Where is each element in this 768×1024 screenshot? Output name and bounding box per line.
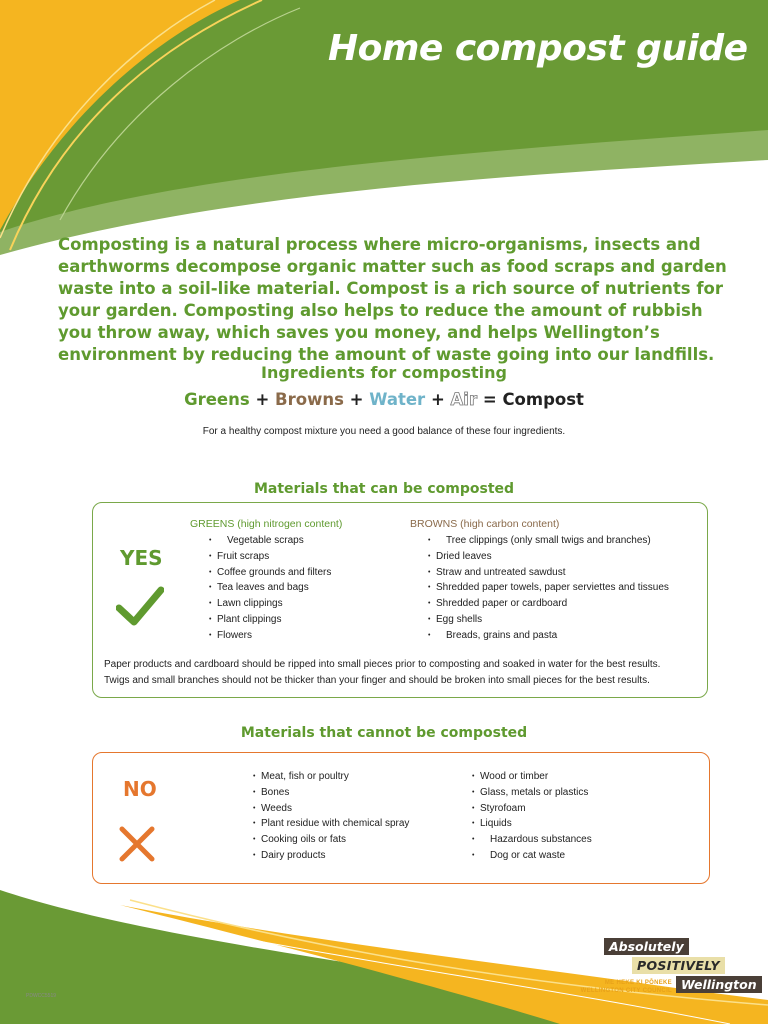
can-compost-heading: Materials that can be composted xyxy=(253,481,515,497)
ingredients-note: For a healthy compost mixture you need a good balance of these four ingredients. xyxy=(202,426,566,437)
list-item: • Dried leaves xyxy=(428,549,669,565)
eq-compost: Compost xyxy=(502,390,584,409)
list-item: • Weeds xyxy=(253,801,409,817)
list-item: • Tea leaves and bags xyxy=(209,580,331,596)
list-item: • Dog or cat waste xyxy=(472,848,592,864)
cannot-compost-heading: Materials that cannot be composted xyxy=(240,725,528,741)
eq-plus: + xyxy=(255,390,270,409)
list-item: • Shredded paper or cardboard xyxy=(428,596,669,612)
wellington-logo xyxy=(580,938,766,1002)
eq-water: Water xyxy=(369,390,426,409)
greens-desc: (high nitrogen content) xyxy=(237,518,343,530)
page-title: Home compost guide xyxy=(328,28,748,69)
list-item: • Flowers xyxy=(209,628,331,644)
greens-column-heading xyxy=(190,518,342,530)
list-item: • Meat, fish or poultry xyxy=(253,769,409,785)
eq-plus: + xyxy=(430,390,445,409)
list-item: • Shredded paper towels, paper serviettes and tissues xyxy=(428,580,669,596)
list-item: • Breads, grains and pasta xyxy=(428,628,669,644)
logo-line-3: Wellington xyxy=(676,976,762,993)
ingredients-equation xyxy=(0,390,768,409)
eq-browns: Browns xyxy=(275,390,344,409)
logo-maori-text: ME HEKE KI PŌNEKE xyxy=(604,980,672,986)
list-item: • Hazardous substances xyxy=(472,832,592,848)
browns-list xyxy=(428,533,669,644)
list-item: • Lawn clippings xyxy=(209,596,331,612)
list-item: • Cooking oils or fats xyxy=(253,832,409,848)
twigs-note: Twigs and small branches should not be thicker than your finger and should be broken into small pieces for the best results. xyxy=(104,675,650,686)
greens-name: GREENS xyxy=(190,518,235,530)
eq-plus: + xyxy=(349,390,364,409)
browns-name: BROWNS xyxy=(410,518,458,530)
list-item: • Liquids xyxy=(472,816,592,832)
list-item: • Bones xyxy=(253,785,409,801)
list-item: • Coffee grounds and filters xyxy=(209,565,331,581)
list-item: • Egg shells xyxy=(428,612,669,628)
cannot-list-left xyxy=(253,769,409,864)
browns-column-heading xyxy=(410,518,559,530)
eq-air: Air xyxy=(450,390,478,409)
list-item: • Straw and untreated sawdust xyxy=(428,565,669,581)
logo-line-1: Absolutely xyxy=(604,938,689,955)
greens-list xyxy=(209,533,331,644)
no-label: NO xyxy=(123,777,157,801)
eq-greens: Greens xyxy=(184,390,250,409)
eq-equals: = xyxy=(482,390,497,409)
ingredients-heading: Ingredients for composting xyxy=(261,363,507,382)
list-item: • Vegetable scraps xyxy=(209,533,331,549)
list-item: • Fruit scraps xyxy=(209,549,331,565)
list-item: • Glass, metals or plastics xyxy=(472,785,592,801)
document-code: PDWCC5519 xyxy=(26,993,57,999)
list-item: • Tree clippings (only small twigs and branches) xyxy=(428,533,669,549)
cannot-list-right xyxy=(472,769,592,864)
browns-desc: (high carbon content) xyxy=(460,518,560,530)
list-item: • Styrofoam xyxy=(472,801,592,817)
check-icon xyxy=(116,584,164,628)
yes-label: YES xyxy=(120,546,163,570)
logo-council-text: WELLINGTON CITY COUNCIL xyxy=(580,988,672,994)
list-item: • Wood or timber xyxy=(472,769,592,785)
list-item: • Plant clippings xyxy=(209,612,331,628)
list-item: • Plant residue with chemical spray xyxy=(253,816,409,832)
list-item: • Dairy products xyxy=(253,848,409,864)
cross-icon xyxy=(117,824,157,864)
paper-note: Paper products and cardboard should be ripped into small pieces prior to composting and soaked in water for the best results. xyxy=(104,659,661,670)
intro-paragraph: Composting is a natural process where micro-organisms, insects and earthworms decompose organic matter such as food scraps and garden waste into a soil-like material. Compost is a rich source of nutrients for your garden. Composting also helps to reduce the amount of rubbish you throw away, which saves you money, and helps Wellington’s environment by reducing the amount of waste going into our landfills. xyxy=(58,235,727,364)
logo-line-2: POSITIVELY xyxy=(632,957,725,974)
